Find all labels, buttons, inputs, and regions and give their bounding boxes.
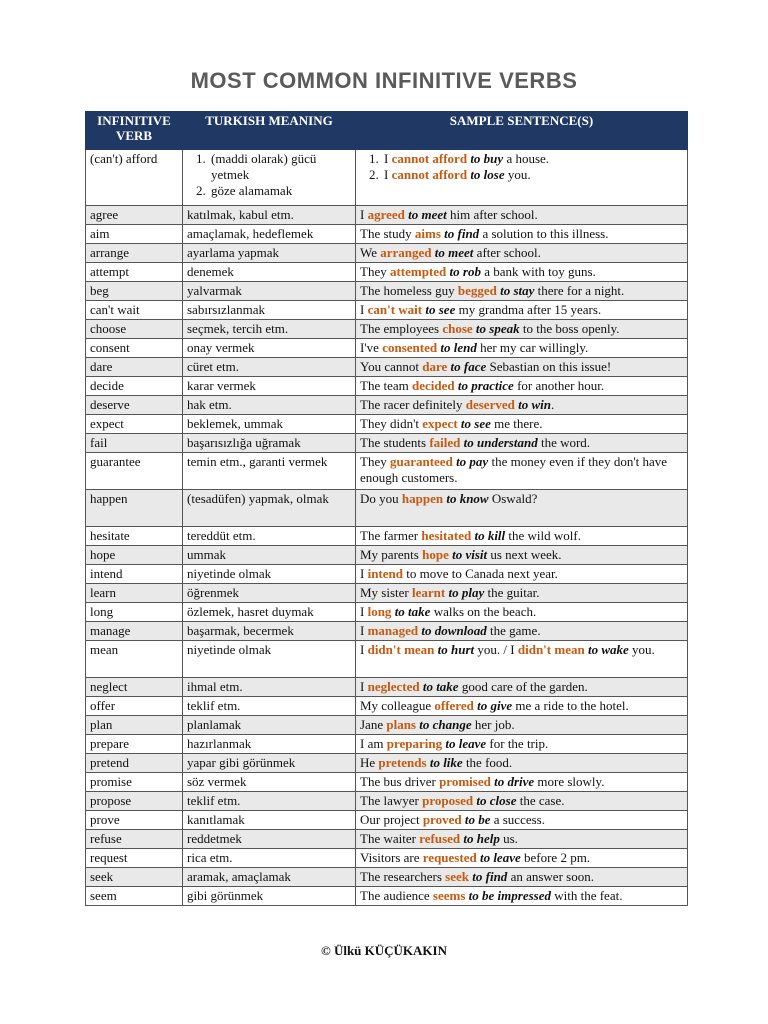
- table-row: [86, 301, 688, 320]
- sentence-cell: I've consented to lend her my car willingly.: [356, 339, 688, 358]
- table-row: [86, 584, 688, 603]
- meaning-cell: seçmek, tercih etm.: [183, 320, 356, 339]
- sentence-cell: I am preparing to leave for the trip.: [356, 735, 688, 754]
- meaning-cell: söz vermek: [183, 773, 356, 792]
- verb-cell: fail: [86, 434, 183, 453]
- meaning-item: 2. göze alamamak: [209, 183, 351, 199]
- verb-cell: agree: [86, 206, 183, 225]
- meaning-cell: ummak: [183, 546, 356, 565]
- meaning-cell: tereddüt etm.: [183, 527, 356, 546]
- table-row: [86, 453, 688, 490]
- sentence-cell: The lawyer proposed to close the case.: [356, 792, 688, 811]
- sentence-cell: The bus driver promised to drive more slowly.: [356, 773, 688, 792]
- sentence-cell: The farmer hesitated to kill the wild wolf.: [356, 527, 688, 546]
- meaning-cell: teklif etm.: [183, 792, 356, 811]
- sentence-cell: They attempted to rob a bank with toy guns.: [356, 263, 688, 282]
- header-verb: INFINITIVE VERB: [86, 112, 183, 150]
- sentence-cell: The homeless guy begged to stay there for a night.: [356, 282, 688, 301]
- meaning-cell: yalvarmak: [183, 282, 356, 301]
- sentence-cell: We arranged to meet after school.: [356, 244, 688, 263]
- table-row: [86, 811, 688, 830]
- verb-cell: prove: [86, 811, 183, 830]
- meaning-cell: katılmak, kabul etm.: [183, 206, 356, 225]
- verb-cell: hope: [86, 546, 183, 565]
- table-row: [86, 678, 688, 697]
- sentence-cell: Do you happen to know Oswald?: [356, 490, 688, 527]
- verb-cell: seek: [86, 868, 183, 887]
- table-row: [86, 320, 688, 339]
- sentence-cell: My parents hope to visit us next week.: [356, 546, 688, 565]
- table-row: [86, 358, 688, 377]
- verb-cell: consent: [86, 339, 183, 358]
- sentence-cell: The audience seems to be impressed with the feat.: [356, 887, 688, 906]
- table-row: [86, 641, 688, 678]
- sentence-cell: I agreed to meet him after school.: [356, 206, 688, 225]
- sentence-cell: I managed to download the game.: [356, 622, 688, 641]
- table-row: [86, 622, 688, 641]
- table-row: [86, 150, 688, 206]
- verb-cell: guarantee: [86, 453, 183, 490]
- sentence-cell: The waiter refused to help us.: [356, 830, 688, 849]
- table-row: [86, 735, 688, 754]
- sentence-cell: I can't wait to see my grandma after 15 years.: [356, 301, 688, 320]
- meaning-cell: niyetinde olmak: [183, 565, 356, 584]
- meaning-cell: hak etm.: [183, 396, 356, 415]
- table-row: [86, 339, 688, 358]
- table-row: [86, 225, 688, 244]
- table-row: [86, 527, 688, 546]
- verb-cell: propose: [86, 792, 183, 811]
- table-row: [86, 244, 688, 263]
- table-row: [86, 546, 688, 565]
- verb-cell: dare: [86, 358, 183, 377]
- verb-cell: request: [86, 849, 183, 868]
- meaning-cell: cüret etm.: [183, 358, 356, 377]
- table-row: [86, 716, 688, 735]
- verb-cell: (can't) afford: [86, 150, 183, 206]
- table-row: [86, 490, 688, 527]
- verb-cell: intend: [86, 565, 183, 584]
- verb-cell: can't wait: [86, 301, 183, 320]
- verb-cell: refuse: [86, 830, 183, 849]
- table-row: [86, 206, 688, 225]
- verb-cell: decide: [86, 377, 183, 396]
- verb-cell: happen: [86, 490, 183, 527]
- table-row: [86, 565, 688, 584]
- copyright-footer: © Ülkü KÜÇÜKAKIN: [320, 943, 447, 958]
- table-row: [86, 697, 688, 716]
- verb-cell: manage: [86, 622, 183, 641]
- verb-cell: beg: [86, 282, 183, 301]
- meaning-cell: beklemek, ummak: [183, 415, 356, 434]
- page-title: MOST COMMON INFINITIVE VERBS: [190, 68, 578, 93]
- table-row: [86, 377, 688, 396]
- meaning-cell: yapar gibi görünmek: [183, 754, 356, 773]
- table-row: [86, 792, 688, 811]
- verb-cell: long: [86, 603, 183, 622]
- meaning-cell: sabırsızlanmak: [183, 301, 356, 320]
- sentence-cell: My sister learnt to play the guitar.: [356, 584, 688, 603]
- table-row: [86, 887, 688, 906]
- sentence-cell: Jane plans to change her job.: [356, 716, 688, 735]
- sentence-cell: The team decided to practice for another hour.: [356, 377, 688, 396]
- verb-cell: arrange: [86, 244, 183, 263]
- meaning-cell: başarısızlığa uğramak: [183, 434, 356, 453]
- table-row: [86, 603, 688, 622]
- table-row: [86, 415, 688, 434]
- sentence-cell: They guaranteed to pay the money even if they don't have enough customers.: [356, 453, 688, 490]
- sentence-cell: You cannot dare to face Sebastian on this issue!: [356, 358, 688, 377]
- meaning-item: 1. (maddi olarak) gücü yetmek: [209, 151, 351, 183]
- verb-cell: attempt: [86, 263, 183, 282]
- verb-cell: aim: [86, 225, 183, 244]
- verb-cell: pretend: [86, 754, 183, 773]
- verb-cell: plan: [86, 716, 183, 735]
- sentence-cell: The racer definitely deserved to win.: [356, 396, 688, 415]
- table-row: [86, 868, 688, 887]
- verb-cell: mean: [86, 641, 183, 678]
- sentence-cell: The researchers seek to find an answer soon.: [356, 868, 688, 887]
- meaning-cell: ayarlama yapmak: [183, 244, 356, 263]
- table-row: [86, 263, 688, 282]
- verb-cell: seem: [86, 887, 183, 906]
- meaning-cell: rica etm.: [183, 849, 356, 868]
- verb-cell: deserve: [86, 396, 183, 415]
- sentence-cell: Visitors are requested to leave before 2 pm.: [356, 849, 688, 868]
- sentence-cell: [356, 150, 688, 206]
- table-row: [86, 849, 688, 868]
- header-meaning: TURKISH MEANING: [183, 112, 356, 150]
- sentence-cell: The study aims to find a solution to this illness.: [356, 225, 688, 244]
- meaning-cell: niyetinde olmak: [183, 641, 356, 678]
- sentence-item: 1. I cannot afford to buy a house.: [382, 151, 683, 167]
- meaning-cell: reddetmek: [183, 830, 356, 849]
- sentence-cell: The students failed to understand the word.: [356, 434, 688, 453]
- sentence-cell: I long to take walks on the beach.: [356, 603, 688, 622]
- sentence-cell: They didn't expect to see me there.: [356, 415, 688, 434]
- meaning-cell: denemek: [183, 263, 356, 282]
- sentence-cell: He pretends to like the food.: [356, 754, 688, 773]
- meaning-cell: başarmak, becermek: [183, 622, 356, 641]
- header-sample: SAMPLE SENTENCE(S): [356, 112, 688, 150]
- verb-cell: promise: [86, 773, 183, 792]
- meaning-cell: [183, 150, 356, 206]
- meaning-cell: karar vermek: [183, 377, 356, 396]
- sentence-cell: I didn't mean to hurt you. / I didn't mean to wake you.: [356, 641, 688, 678]
- sentence-cell: The employees chose to speak to the boss openly.: [356, 320, 688, 339]
- meaning-cell: gibi görünmek: [183, 887, 356, 906]
- verb-cell: prepare: [86, 735, 183, 754]
- verb-cell: hesitate: [86, 527, 183, 546]
- table-row: [86, 282, 688, 301]
- meaning-cell: amaçlamak, hedeflemek: [183, 225, 356, 244]
- verb-cell: choose: [86, 320, 183, 339]
- meaning-cell: teklif etm.: [183, 697, 356, 716]
- meaning-cell: planlamak: [183, 716, 356, 735]
- table-row: [86, 396, 688, 415]
- table-row: [86, 773, 688, 792]
- meaning-cell: ihmal etm.: [183, 678, 356, 697]
- verbs-table: [85, 111, 688, 906]
- sentence-item: 2. I cannot afford to lose you.: [382, 167, 683, 183]
- table-row: [86, 434, 688, 453]
- verb-cell: neglect: [86, 678, 183, 697]
- verb-cell: offer: [86, 697, 183, 716]
- table-header: [86, 112, 688, 150]
- sentence-cell: Our project proved to be a success.: [356, 811, 688, 830]
- sentence-cell: My colleague offered to give me a ride to the hotel.: [356, 697, 688, 716]
- meaning-cell: onay vermek: [183, 339, 356, 358]
- meaning-cell: (tesadüfen) yapmak, olmak: [183, 490, 356, 527]
- verb-cell: expect: [86, 415, 183, 434]
- meaning-cell: temin etm., garanti vermek: [183, 453, 356, 490]
- meaning-cell: aramak, amaçlamak: [183, 868, 356, 887]
- table-row: [86, 830, 688, 849]
- table-row: [86, 754, 688, 773]
- verb-cell: learn: [86, 584, 183, 603]
- sentence-cell: I intend to move to Canada next year.: [356, 565, 688, 584]
- meaning-cell: kanıtlamak: [183, 811, 356, 830]
- meaning-cell: özlemek, hasret duymak: [183, 603, 356, 622]
- meaning-cell: öğrenmek: [183, 584, 356, 603]
- sentence-cell: I neglected to take good care of the garden.: [356, 678, 688, 697]
- meaning-cell: hazırlanmak: [183, 735, 356, 754]
